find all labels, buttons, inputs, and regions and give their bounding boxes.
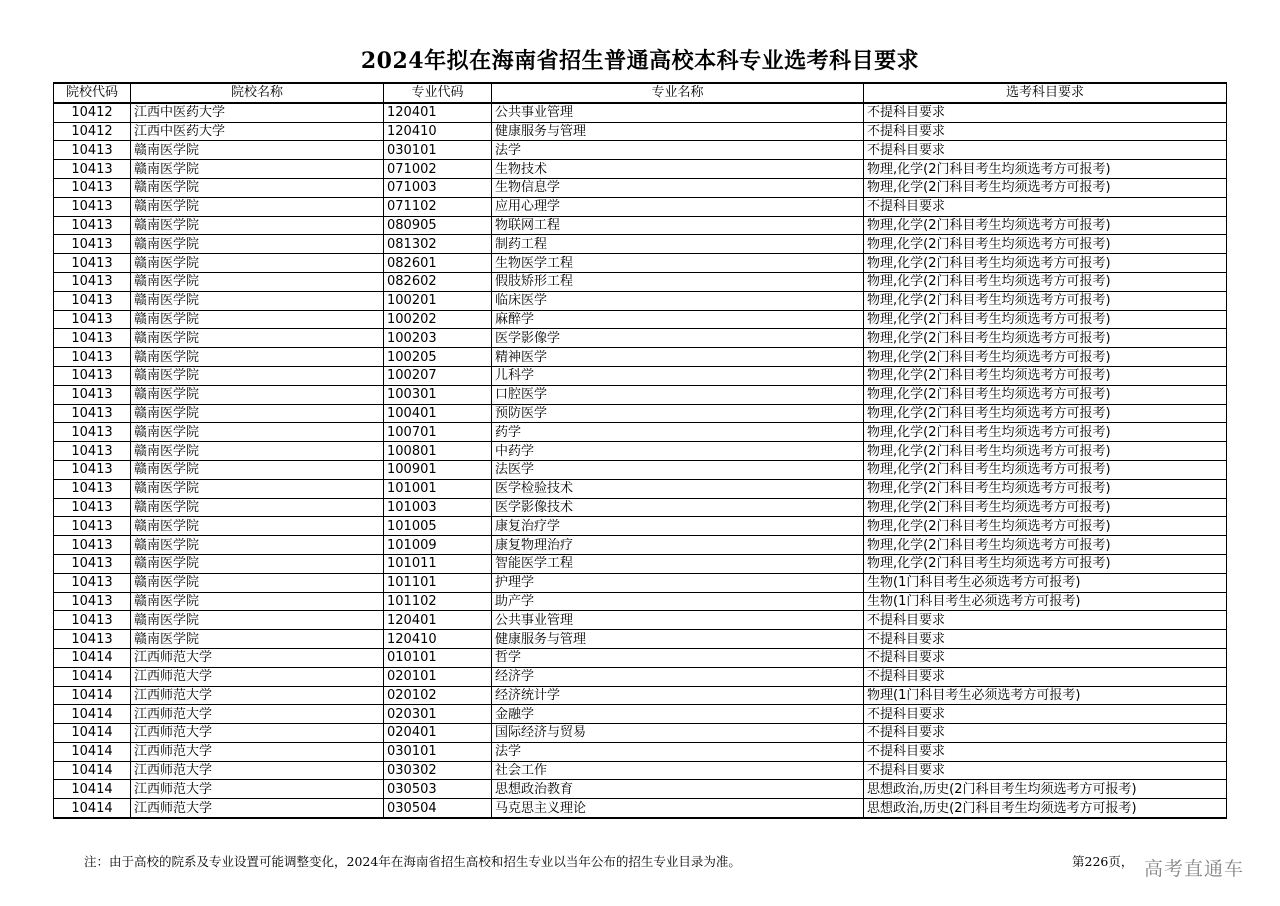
school-code-cell: 10413 [54,291,131,310]
school-name-cell: 赣南医学院 [131,498,384,517]
subject-requirement-cell: 物理,化学(2门科目考生均须选考方可报考) [864,404,1227,423]
major-code-cell: 101005 [384,517,492,536]
school-name-cell: 赣南医学院 [131,348,384,367]
subject-requirement-cell: 生物(1门科目考生必须选考方可报考) [864,573,1227,592]
school-code-cell: 10413 [54,404,131,423]
subject-requirement-cell: 不提科目要求 [864,724,1227,743]
school-name-cell: 赣南医学院 [131,366,384,385]
major-name-cell: 智能医学工程 [492,554,864,573]
school-code-cell: 10412 [54,103,131,122]
subject-requirement-cell: 不提科目要求 [864,122,1227,141]
major-name-cell: 药学 [492,423,864,442]
table-row [54,442,1227,461]
major-name-cell: 生物技术 [492,160,864,179]
school-code-cell: 10413 [54,254,131,273]
major-name-cell: 思想政治教育 [492,780,864,799]
school-code-cell: 10413 [54,178,131,197]
major-name-cell: 经济统计学 [492,686,864,705]
school-code-cell: 10413 [54,517,131,536]
table-row [54,479,1227,498]
major-code-cell: 101003 [384,498,492,517]
school-name-cell: 赣南医学院 [131,460,384,479]
major-name-cell: 制药工程 [492,235,864,254]
table-row [54,573,1227,592]
table-row [54,460,1227,479]
major-code-cell: 100901 [384,460,492,479]
table-row [54,724,1227,743]
subject-requirement-cell: 生物(1门科目考生必须选考方可报考) [864,592,1227,611]
major-code-cell: 010101 [384,648,492,667]
major-code-cell: 082601 [384,254,492,273]
table-body [54,103,1227,818]
school-code-cell: 10413 [54,141,131,160]
page-number: 第226页， [1072,854,1134,869]
header-school-name: 院校名称 [131,83,384,103]
subject-requirement-cell: 思想政治,历史(2门科目考生均须选考方可报考) [864,780,1227,799]
subject-requirement-cell: 不提科目要求 [864,630,1227,649]
school-name-cell: 江西师范大学 [131,705,384,724]
school-name-cell: 赣南医学院 [131,272,384,291]
major-name-cell: 生物医学工程 [492,254,864,273]
header-school-code: 院校代码 [54,83,131,103]
major-name-cell: 健康服务与管理 [492,630,864,649]
school-code-cell: 10413 [54,498,131,517]
major-code-cell: 082602 [384,272,492,291]
table-row [54,611,1227,630]
major-name-cell: 护理学 [492,573,864,592]
major-code-cell: 030101 [384,742,492,761]
major-code-cell: 100801 [384,442,492,461]
subject-requirement-cell: 物理,化学(2门科目考生均须选考方可报考) [864,498,1227,517]
school-code-cell: 10413 [54,385,131,404]
major-name-cell: 康复物理治疗 [492,536,864,555]
school-name-cell: 江西师范大学 [131,667,384,686]
major-name-cell: 国际经济与贸易 [492,724,864,743]
major-name-cell: 预防医学 [492,404,864,423]
major-code-cell: 101101 [384,573,492,592]
major-name-cell: 精神医学 [492,348,864,367]
major-name-cell: 法学 [492,742,864,761]
footnote: 注：由于高校的院系及专业设置可能调整变化，2024年在海南省招生高校和招生专业以当年公布的招生专业目录为准。 [84,854,741,869]
school-code-cell: 10413 [54,423,131,442]
school-code-cell: 10414 [54,686,131,705]
table-row [54,761,1227,780]
subject-requirement-cell: 物理,化学(2门科目考生均须选考方可报考) [864,329,1227,348]
subject-requirement-cell: 不提科目要求 [864,141,1227,160]
table-row [54,310,1227,329]
school-code-cell: 10413 [54,479,131,498]
table-row [54,254,1227,273]
school-name-cell: 江西师范大学 [131,799,384,818]
major-code-cell: 120410 [384,630,492,649]
school-code-cell: 10413 [54,348,131,367]
school-code-cell: 10413 [54,460,131,479]
table-row [54,498,1227,517]
major-code-cell: 030101 [384,141,492,160]
subject-requirement-cell: 不提科目要求 [864,761,1227,780]
subject-requirement-cell: 不提科目要求 [864,648,1227,667]
subject-requirement-cell: 物理,化学(2门科目考生均须选考方可报考) [864,178,1227,197]
subject-requirement-cell: 物理,化学(2门科目考生均须选考方可报考) [864,423,1227,442]
subject-requirement-cell: 物理,化学(2门科目考生均须选考方可报考) [864,442,1227,461]
major-name-cell: 中药学 [492,442,864,461]
major-name-cell: 法医学 [492,460,864,479]
subject-requirement-cell: 不提科目要求 [864,103,1227,122]
major-name-cell: 金融学 [492,705,864,724]
table-row [54,291,1227,310]
school-name-cell: 赣南医学院 [131,611,384,630]
school-code-cell: 10414 [54,761,131,780]
subject-requirement-cell: 物理(1门科目考生必须选考方可报考) [864,686,1227,705]
major-name-cell: 经济学 [492,667,864,686]
major-code-cell: 101011 [384,554,492,573]
major-code-cell: 100201 [384,291,492,310]
header-major-name: 专业名称 [492,83,864,103]
school-name-cell: 赣南医学院 [131,592,384,611]
school-code-cell: 10413 [54,310,131,329]
table-row [54,780,1227,799]
major-name-cell: 公共事业管理 [492,611,864,630]
school-name-cell: 赣南医学院 [131,423,384,442]
school-code-cell: 10413 [54,630,131,649]
table-row [54,272,1227,291]
subject-requirement-cell: 物理,化学(2门科目考生均须选考方可报考) [864,291,1227,310]
major-code-cell: 101009 [384,536,492,555]
school-code-cell: 10413 [54,536,131,555]
school-name-cell: 赣南医学院 [131,442,384,461]
major-code-cell: 100401 [384,404,492,423]
school-name-cell: 赣南医学院 [131,385,384,404]
school-code-cell: 10413 [54,366,131,385]
school-name-cell: 赣南医学院 [131,178,384,197]
school-name-cell: 赣南医学院 [131,197,384,216]
school-name-cell: 赣南医学院 [131,554,384,573]
school-name-cell: 赣南医学院 [131,254,384,273]
subject-requirement-cell: 物理,化学(2门科目考生均须选考方可报考) [864,216,1227,235]
subject-requirement-cell: 物理,化学(2门科目考生均须选考方可报考) [864,536,1227,555]
watermark: 高考直通车 [1144,858,1245,880]
major-name-cell: 儿科学 [492,366,864,385]
major-code-cell: 030302 [384,761,492,780]
table-row [54,592,1227,611]
subject-requirement-cell: 不提科目要求 [864,705,1227,724]
table-header-row [54,83,1227,103]
subject-requirement-cell: 物理,化学(2门科目考生均须选考方可报考) [864,517,1227,536]
subject-requirement-cell: 物理,化学(2门科目考生均须选考方可报考) [864,479,1227,498]
major-code-cell: 020401 [384,724,492,743]
subject-requirement-cell: 物理,化学(2门科目考生均须选考方可报考) [864,235,1227,254]
school-code-cell: 10414 [54,648,131,667]
major-code-cell: 081302 [384,235,492,254]
table-row [54,160,1227,179]
major-code-cell: 020102 [384,686,492,705]
major-name-cell: 临床医学 [492,291,864,310]
school-code-cell: 10414 [54,780,131,799]
school-code-cell: 10413 [54,554,131,573]
subject-requirement-cell: 物理,化学(2门科目考生均须选考方可报考) [864,385,1227,404]
school-name-cell: 赣南医学院 [131,630,384,649]
subject-requirement-cell: 物理,化学(2门科目考生均须选考方可报考) [864,366,1227,385]
header-major-code: 专业代码 [384,83,492,103]
major-name-cell: 康复治疗学 [492,517,864,536]
major-name-cell: 应用心理学 [492,197,864,216]
major-name-cell: 法学 [492,141,864,160]
major-code-cell: 071002 [384,160,492,179]
table-row [54,348,1227,367]
header-subject-requirement: 选考科目要求 [864,83,1227,103]
subject-requirement-cell: 物理,化学(2门科目考生均须选考方可报考) [864,310,1227,329]
major-name-cell: 生物信息学 [492,178,864,197]
major-name-cell: 医学检验技术 [492,479,864,498]
school-name-cell: 赣南医学院 [131,310,384,329]
major-name-cell: 助产学 [492,592,864,611]
school-name-cell: 江西师范大学 [131,761,384,780]
major-code-cell: 071003 [384,178,492,197]
table-row [54,404,1227,423]
school-name-cell: 赣南医学院 [131,141,384,160]
subject-requirement-cell: 物理,化学(2门科目考生均须选考方可报考) [864,272,1227,291]
school-name-cell: 江西师范大学 [131,648,384,667]
school-code-cell: 10413 [54,235,131,254]
school-name-cell: 赣南医学院 [131,291,384,310]
school-code-cell: 10413 [54,272,131,291]
major-code-cell: 030504 [384,799,492,818]
school-name-cell: 赣南医学院 [131,517,384,536]
requirements-table [53,82,1227,819]
table-row [54,141,1227,160]
major-code-cell: 100203 [384,329,492,348]
school-code-cell: 10414 [54,705,131,724]
subject-requirement-cell: 不提科目要求 [864,197,1227,216]
school-name-cell: 江西师范大学 [131,780,384,799]
major-code-cell: 100301 [384,385,492,404]
subject-requirement-cell: 物理,化学(2门科目考生均须选考方可报考) [864,254,1227,273]
table-row [54,705,1227,724]
major-name-cell: 公共事业管理 [492,103,864,122]
table-row [54,686,1227,705]
table-row [54,103,1227,122]
school-name-cell: 江西师范大学 [131,742,384,761]
major-code-cell: 101001 [384,479,492,498]
table-row [54,423,1227,442]
table-row [54,329,1227,348]
school-code-cell: 10413 [54,197,131,216]
subject-requirement-cell: 物理,化学(2门科目考生均须选考方可报考) [864,460,1227,479]
subject-requirement-cell: 不提科目要求 [864,611,1227,630]
table-row [54,216,1227,235]
major-name-cell: 健康服务与管理 [492,122,864,141]
major-name-cell: 哲学 [492,648,864,667]
school-name-cell: 江西师范大学 [131,724,384,743]
table-row [54,517,1227,536]
school-code-cell: 10414 [54,667,131,686]
table-row [54,122,1227,141]
school-name-cell: 江西中医药大学 [131,122,384,141]
table-row [54,178,1227,197]
subject-requirement-cell: 不提科目要求 [864,667,1227,686]
major-name-cell: 医学影像技术 [492,498,864,517]
school-name-cell: 赣南医学院 [131,329,384,348]
subject-requirement-cell: 思想政治,历史(2门科目考生均须选考方可报考) [864,799,1227,818]
table-row [54,197,1227,216]
major-name-cell: 医学影像学 [492,329,864,348]
major-code-cell: 071102 [384,197,492,216]
school-name-cell: 赣南医学院 [131,404,384,423]
school-name-cell: 赣南医学院 [131,216,384,235]
school-name-cell: 赣南医学院 [131,573,384,592]
major-code-cell: 030503 [384,780,492,799]
page-title: 2024年拟在海南省招生普通高校本科专业选考科目要求 [360,48,920,74]
subject-requirement-cell: 物理,化学(2门科目考生均须选考方可报考) [864,160,1227,179]
school-code-cell: 10412 [54,122,131,141]
major-code-cell: 120401 [384,103,492,122]
subject-requirement-cell: 物理,化学(2门科目考生均须选考方可报考) [864,348,1227,367]
major-code-cell: 100202 [384,310,492,329]
table-row [54,235,1227,254]
subject-requirement-cell: 不提科目要求 [864,742,1227,761]
major-code-cell: 100701 [384,423,492,442]
table-row [54,742,1227,761]
school-name-cell: 赣南医学院 [131,235,384,254]
major-code-cell: 120401 [384,611,492,630]
major-name-cell: 口腔医学 [492,385,864,404]
major-code-cell: 020101 [384,667,492,686]
school-code-cell: 10414 [54,742,131,761]
school-code-cell: 10413 [54,216,131,235]
school-name-cell: 赣南医学院 [131,479,384,498]
major-code-cell: 100207 [384,366,492,385]
table-row [54,630,1227,649]
school-name-cell: 江西中医药大学 [131,103,384,122]
school-name-cell: 赣南医学院 [131,536,384,555]
school-code-cell: 10414 [54,724,131,743]
major-name-cell: 麻醉学 [492,310,864,329]
major-name-cell: 社会工作 [492,761,864,780]
school-code-cell: 10414 [54,799,131,818]
school-code-cell: 10413 [54,329,131,348]
major-name-cell: 马克思主义理论 [492,799,864,818]
table-row [54,366,1227,385]
major-code-cell: 101102 [384,592,492,611]
school-code-cell: 10413 [54,442,131,461]
table-row [54,648,1227,667]
school-name-cell: 赣南医学院 [131,160,384,179]
major-name-cell: 物联网工程 [492,216,864,235]
subject-requirement-cell: 物理,化学(2门科目考生均须选考方可报考) [864,554,1227,573]
school-code-cell: 10413 [54,592,131,611]
major-name-cell: 假肢矫形工程 [492,272,864,291]
major-code-cell: 020301 [384,705,492,724]
school-code-cell: 10413 [54,573,131,592]
table-row [54,667,1227,686]
table-row [54,799,1227,818]
major-code-cell: 120410 [384,122,492,141]
school-code-cell: 10413 [54,160,131,179]
major-code-cell: 100205 [384,348,492,367]
table-row [54,536,1227,555]
school-code-cell: 10413 [54,611,131,630]
school-name-cell: 江西师范大学 [131,686,384,705]
major-code-cell: 080905 [384,216,492,235]
table-row [54,385,1227,404]
table-row [54,554,1227,573]
